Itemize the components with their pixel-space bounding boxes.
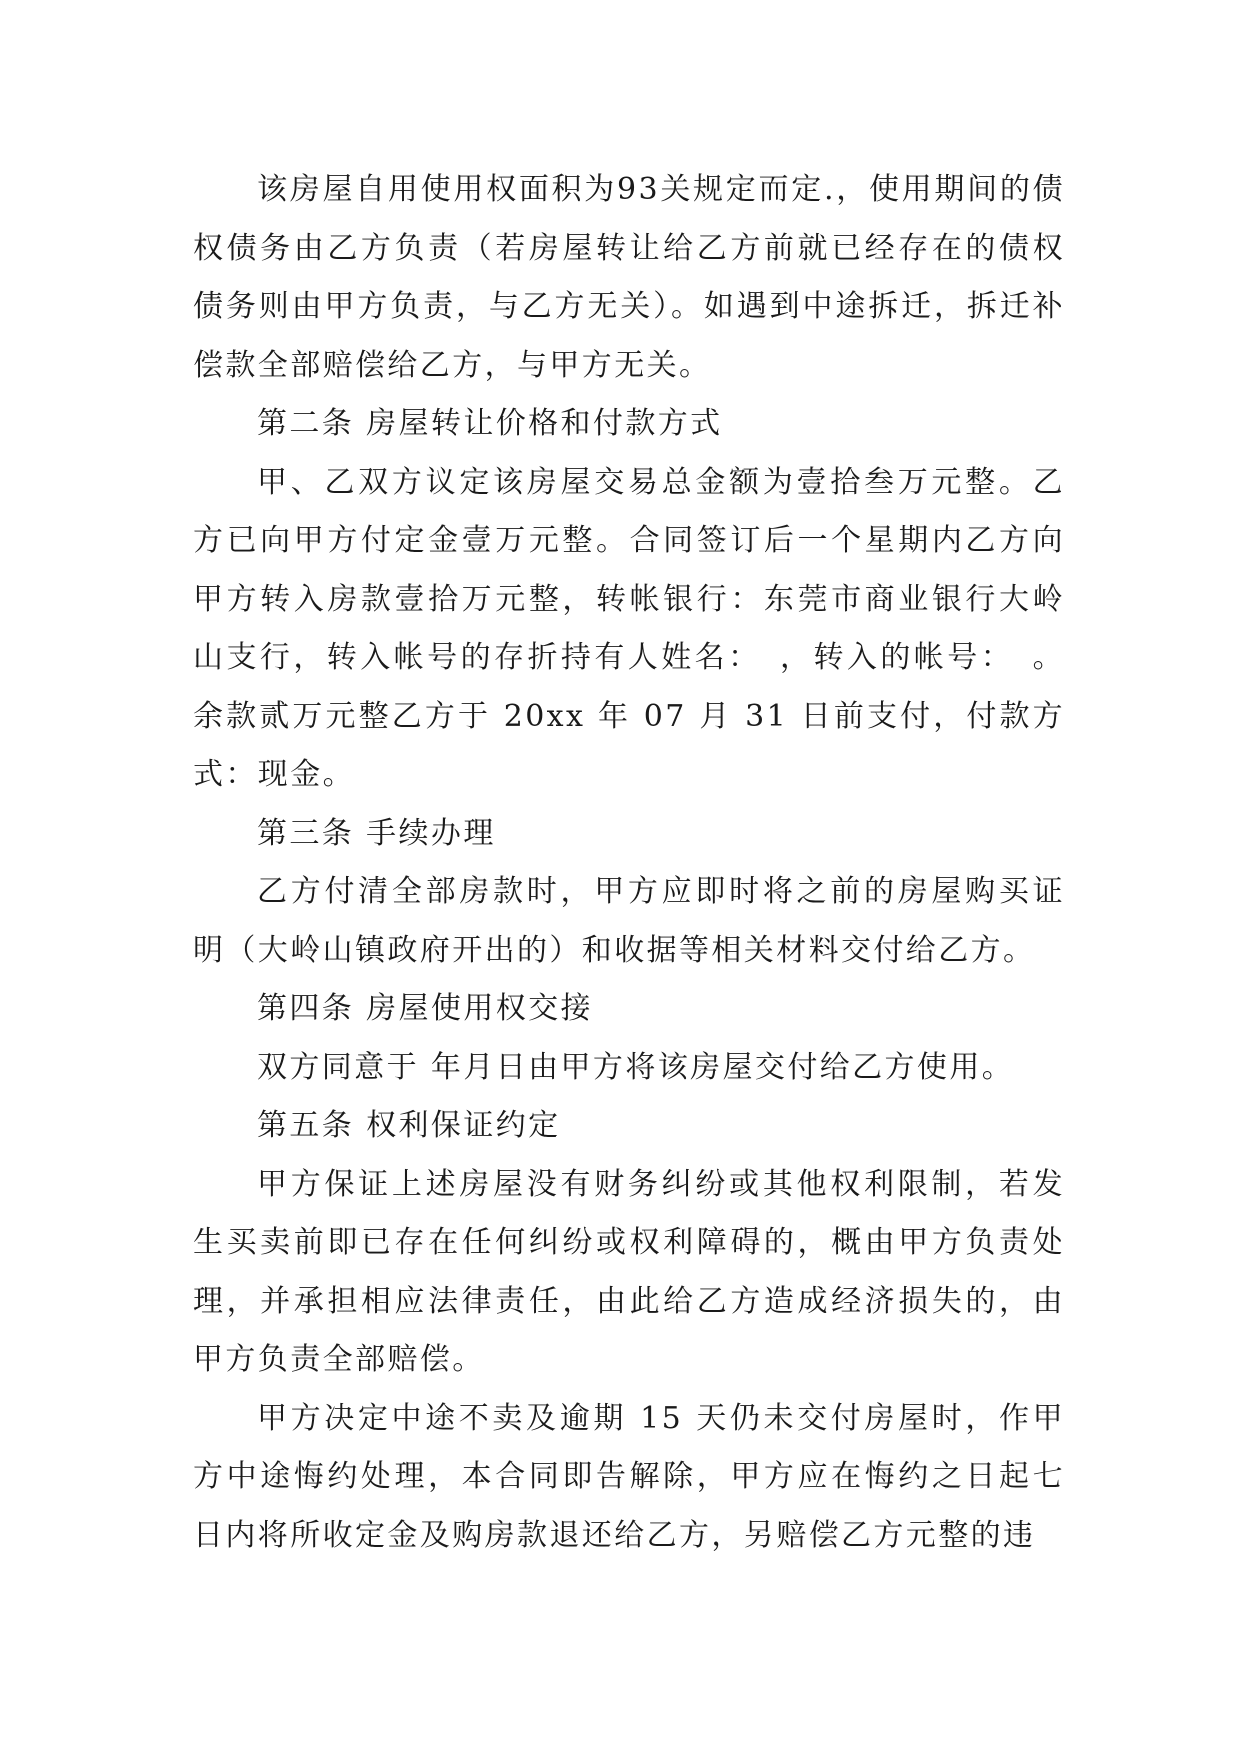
paragraph-handover: 双方同意于 年月日由甲方将该房屋交付给乙方使用。 — [257, 1049, 1015, 1085]
paragraph-rights-guarantee: 甲方保证上述房屋没有财务纠纷或其他权利限制，若发生买卖前即已存在任何纠纷或权利障碍的，概由甲方负责处理，并承担相应法律责任，由此给乙方造成经济损失的，由甲方负责全部赔偿。 — [193, 1166, 1065, 1377]
article-2-heading: 第二条 房屋转让价格和付款方式 — [257, 406, 723, 441]
paragraph-usage-rights: 该房屋自用使用权面积为93关规定而定.，使用期间的债权债务由乙方负责（若房屋转让给乙方前就已经存在的债权债务则由甲方负责，与乙方无关）。如遇到中途拆迁，拆迁补偿款全部赔偿给乙方，与甲方无关。 — [193, 172, 1065, 383]
paragraph-price-payment: 甲、乙双方议定该房屋交易总金额为壹拾叁万元整。乙方已向甲方付定金壹万元整。合同签订后一个星期内乙方向甲方转入房款壹拾万元整，转帐银行：东莞市商业银行大岭山支行，转入帐号的存折持有人姓名： ，转入的帐号： 。余款贰万元整乙方于 20xx 年 07 月 31 日前支付，付款方式：现金。 — [193, 464, 1065, 792]
paragraph-procedures: 乙方付清全部房款时，甲方应即时将之前的房屋购买证明（大岭山镇政府开出的）和收据等相关材料交付给乙方。 — [193, 874, 1065, 968]
document-body — [193, 161, 1065, 1565]
article-5-heading: 第五条 权利保证约定 — [257, 1108, 561, 1143]
paragraph-breach: 甲方决定中途不卖及逾期 15 天仍未交付房屋时，作甲方中途悔约处理，本合同即告解除，甲方应在悔约之日起七日内将所收定金及购房款退还给乙方，另赔偿乙方元整的违 — [193, 1400, 1065, 1553]
article-3-heading: 第三条 手续办理 — [257, 815, 496, 851]
article-4-heading: 第四条 房屋使用权交接 — [257, 991, 593, 1026]
